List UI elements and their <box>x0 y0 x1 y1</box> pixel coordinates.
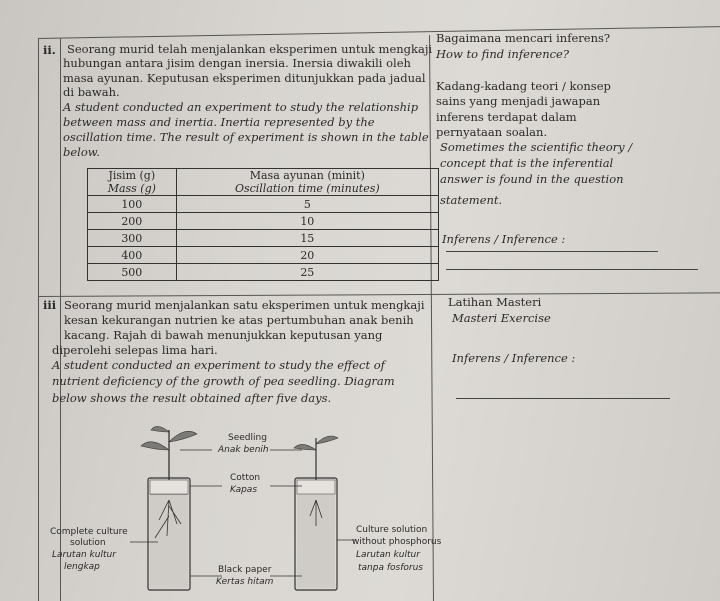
tip-en-line-2: concept that is the inferential <box>440 156 614 170</box>
table-row: 500 25 <box>88 264 439 281</box>
tip-ms-line-2: sains yang menjadi jawapan <box>436 94 601 108</box>
label-culture-2: without phosphorus <box>352 537 442 547</box>
label-seedling-ms: Anak benih <box>218 445 269 455</box>
header-oscillation-time: Masa ayunan (minit) Oscillation time (minutes) <box>176 169 438 196</box>
q3-malay-line-2: kesan kekurangan nutrien ke atas pertumbuhan anak benih <box>64 313 414 327</box>
label-complete-1: Complete culture <box>50 527 128 537</box>
label-complete-ms-2: lengkap <box>64 562 100 572</box>
pea-seedling-diagram <box>40 420 460 595</box>
q2-english-line-4: below. <box>63 145 100 159</box>
tip-en-line-3: answer is found in the question <box>440 172 624 186</box>
tip-en-line-4: statement. <box>440 193 503 207</box>
question-3-number: iii <box>43 298 57 312</box>
mastery-exercise-title-en: Masteri Exercise <box>452 311 551 325</box>
q3-english-line-1: A student conducted an experiment to study the effect of <box>52 358 385 372</box>
mass-oscillation-table <box>87 168 439 281</box>
tip-ms-line-3: inferens terdapat dalam <box>436 110 577 124</box>
table-row: 100 5 <box>88 196 439 213</box>
tip-en-line-1: Sometimes the scientific theory / <box>440 140 633 154</box>
q2-english-line-3: oscillation time. The result of experiment is shown in the table <box>63 130 429 144</box>
tip-ms-line-1: Kadang-kadang teori / konsep <box>436 79 611 93</box>
left-border <box>38 38 39 601</box>
q2-inference-label: Inferens / Inference : <box>442 232 566 246</box>
label-cotton-ms: Kapas <box>230 485 258 495</box>
how-to-find-inference-en: How to find inference? <box>436 47 570 61</box>
table-row: 300 15 <box>88 230 439 247</box>
q3-english-line-2: nutrient deficiency of the growth of pea seedling. Diagram <box>52 374 395 388</box>
q3-malay-line-3: kacang. Rajah di bawah menunjukkan keputusan yang <box>64 328 383 342</box>
label-complete-ms-1: Larutan kultur <box>52 550 116 560</box>
table-row: 200 10 <box>88 213 439 230</box>
q2-malay-line-3: masa ayunan. Keputusan eksperimen ditunjukkan pada jadual <box>63 71 426 85</box>
section-divider <box>38 292 720 297</box>
q2-malay-line-1: Seorang murid telah menjalankan eksperimen untuk mengkaji <box>67 42 433 56</box>
question-2-number: ii. <box>43 43 56 57</box>
q3-english-line-3: below shows the result obtained after five days. <box>52 391 332 405</box>
label-culture-ms-2: tanpa fosforus <box>358 563 423 573</box>
label-black-paper: Black paper <box>218 565 272 575</box>
tip-ms-line-4: pernyataan soalan. <box>436 125 548 139</box>
label-culture-1: Culture solution <box>356 525 428 535</box>
q2-english-line-1: A student conducted an experiment to study the relationship <box>63 100 419 114</box>
q3-answer-line[interactable] <box>456 398 670 399</box>
header-mass: Jisim (g) Mass (g) <box>88 169 177 196</box>
label-cotton: Cotton <box>230 473 261 483</box>
q2-answer-line-2[interactable] <box>446 269 698 270</box>
q3-malay-line-1: Seorang murid menjalankan satu eksperimen untuk mengkaji <box>64 298 425 312</box>
q2-malay-line-4: di bawah. <box>63 85 120 99</box>
q2-malay-line-2: hubungan antara jisim dengan inersia. Inersia diwakili oleh <box>63 56 411 70</box>
how-to-find-inference-ms: Bagaimana mencari inferens? <box>436 31 611 45</box>
q2-answer-line[interactable] <box>446 251 658 252</box>
q2-english-line-2: between mass and inertia. Inertia represented by the <box>63 115 375 129</box>
label-culture-ms-1: Larutan kultur <box>356 550 420 560</box>
q3-malay-line-4: diperolehi selepas lima hari. <box>52 343 218 357</box>
q3-inference-label: Inferens / Inference : <box>452 351 576 365</box>
label-seedling: Seedling <box>228 433 267 443</box>
mastery-exercise-title: Latihan Masteri <box>448 295 542 309</box>
label-complete-2: solution <box>70 538 106 548</box>
left-test-tube <box>141 426 197 590</box>
label-black-paper-ms: Kertas hitam <box>216 577 274 587</box>
top-border <box>38 26 720 39</box>
right-test-tube <box>294 436 338 590</box>
table-row: 400 20 <box>88 247 439 264</box>
